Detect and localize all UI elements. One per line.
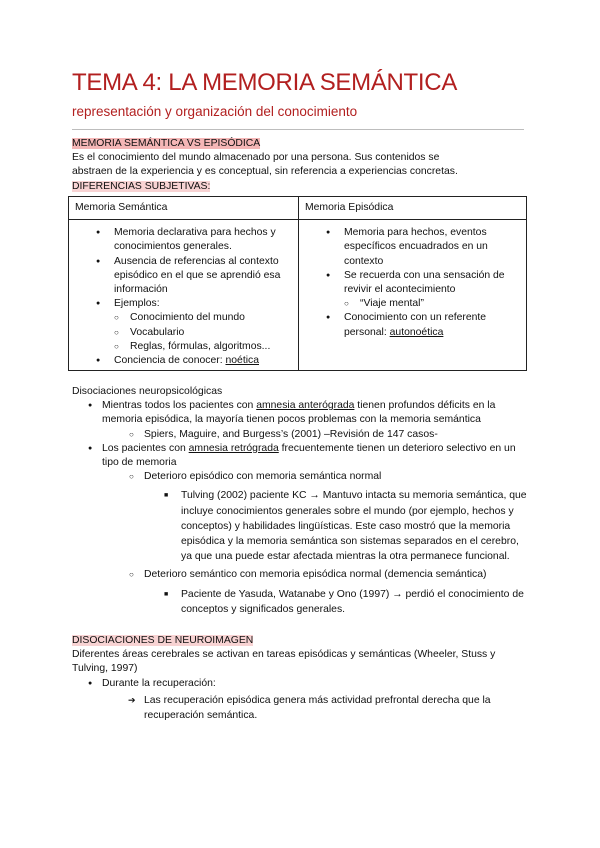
sub-list-item: ○ Spiers, Maguire, and Burgess’s (2001) –Revisión de 147 casos- [72, 428, 532, 442]
list-item: ● Memoria para hechos, eventos específicos encuadrados en un contexto [299, 226, 508, 269]
list-item-text: Mientras todos los pacientes con [102, 400, 257, 412]
section-semantic-vs-episodic [72, 137, 532, 194]
list-item: ● Memoria declarativa para hechos y conocimientos generales. [69, 226, 294, 254]
section-heading: Disociaciones neuropsicológicas [72, 386, 223, 397]
sub-list-item: ○ Reglas, fórmulas, algoritmos... [69, 340, 294, 354]
section-neuroimaging [72, 634, 532, 723]
page-subtitle: representación y organización del conocimiento [72, 104, 358, 119]
list-item-text: Los pacientes con [102, 442, 189, 454]
table-header: Memoria Episódica [305, 202, 394, 213]
list-item [69, 297, 294, 354]
sub-list-item-text: Deterioro episódico con memoria semántica normal [144, 471, 382, 483]
list-item: ● Ausencia de referencias al contexto episódico en el que se aprendió esa información [69, 255, 294, 298]
term-link[interactable]: amnesia anterógrada [256, 400, 355, 412]
term-link[interactable]: noética [225, 355, 259, 367]
definition-line: Es el conocimiento del mundo almacenado por una persona. Sus contenidos se [72, 152, 440, 164]
sub-list-item: ○ “Viaje mental” [299, 297, 508, 311]
term-link[interactable]: amnesia retrógrada [188, 442, 279, 454]
page-title: TEMA 4: LA MEMORIA SEMÁNTICA [72, 69, 458, 96]
section-heading: DISOCIACIONES DE NEUROIMAGEN [72, 635, 254, 646]
list-item-text: Durante la recuperación: [102, 677, 216, 689]
arrow-item: ➔ Las recuperación episódica genera más actividad prefrontal derecha que la recuperación semántica. [72, 693, 532, 723]
list-item [72, 442, 532, 617]
list-item-text: tienen profundos déficits en la memoria episódica, la mayoría tienen pocos problemas con la memoria semántica [102, 400, 496, 426]
comparison-table [68, 196, 527, 371]
list-item [299, 311, 508, 339]
paragraph: Diferentes áreas cerebrales se activan en tareas episódicas y semánticas (Wheeler, Stuss y Tulving, 1997) [72, 649, 496, 675]
section-dissociations [72, 385, 532, 617]
term-link[interactable]: autonoética [389, 326, 444, 338]
list-item [69, 354, 294, 368]
definition-line: abstraen de la experiencia y es conceptual, sin referencia a experiencias concretas. [72, 166, 458, 178]
detail-item: ■ Tulving (2002) paciente KC → Mantuvo intacta su memoria semántica, que incluye conocimientos generales sobre el mundo (por ejemplo, hechos y conceptos) y habilidades lingüísticas. Este caso mostró que la memoria episódica y la memoria semántica son sistemas separados en el cerebro, ya que una puede estar afectada mientras la otra permanece funcional. [72, 488, 532, 564]
sub-list-item [72, 568, 532, 617]
table-header: Memoria Semántica [75, 202, 168, 213]
subheading: DIFERENCIAS SUBJETIVAS: [72, 180, 211, 192]
list-item-text: Conocimiento con un referente personal: [344, 312, 487, 338]
list-item-text: Ejemplos: [114, 298, 160, 310]
sub-list-item: ○ Vocabulario [69, 326, 294, 340]
list-item [299, 269, 508, 312]
list-item-text: Conciencia de conocer: [114, 355, 226, 367]
divider [72, 129, 524, 130]
list-item [72, 399, 532, 442]
sub-list-item [72, 470, 532, 564]
sub-list-item-text: Deterioro semántico con memoria episódica normal (demencia semántica) [144, 569, 487, 581]
list-item [72, 677, 532, 724]
sub-list-item: ○ Conocimiento del mundo [69, 311, 294, 325]
list-item-text: Se recuerda con una sensación de revivir el acontecimiento [344, 269, 505, 296]
section-heading: MEMORIA SEMÁNTICA VS EPISÓDICA [72, 138, 261, 149]
list-item-text: frecuentemente tienen un deterioro selectivo en un tipo de memoria [102, 442, 516, 469]
detail-item: ■ Paciente de Yasuda, Watanabe y Ono (1997) → perdió el conocimiento de conceptos y significados generales. [72, 587, 532, 617]
